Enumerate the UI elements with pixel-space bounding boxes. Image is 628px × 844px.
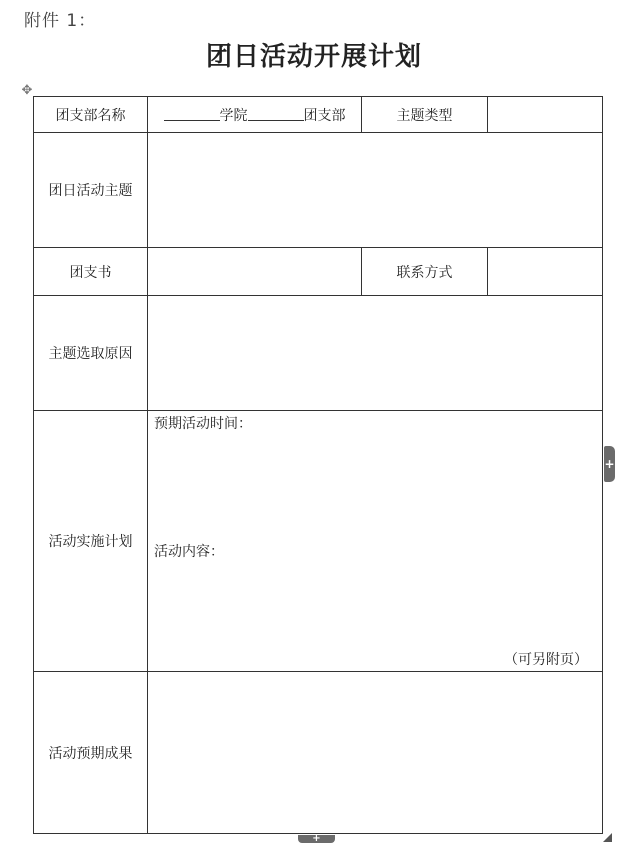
plus-icon: + <box>604 457 615 471</box>
branch-blank[interactable] <box>248 106 304 121</box>
table-row <box>34 411 603 672</box>
plan-label-cell <box>34 411 148 672</box>
reason-label-cell <box>34 296 148 411</box>
add-column-button[interactable] <box>604 446 615 482</box>
contact-label-cell <box>362 248 488 296</box>
theme-label-cell <box>34 133 148 248</box>
college-blank[interactable] <box>164 106 220 121</box>
table-row <box>34 133 603 248</box>
theme-type-label-cell <box>362 97 488 133</box>
secretary-field[interactable] <box>148 248 362 296</box>
reason-field[interactable] <box>148 296 603 411</box>
expected-time-label: 预期活动时间： <box>154 416 252 432</box>
branch-name-field[interactable] <box>148 97 362 133</box>
contact-field[interactable] <box>488 248 603 296</box>
table-row <box>34 296 603 411</box>
page-title: 团日活动开展计划 <box>205 42 422 72</box>
outcome-field[interactable] <box>148 672 603 834</box>
branch-name-label: 团支部名称 <box>55 107 126 124</box>
reason-label: 主题选取原因 <box>48 346 133 362</box>
table-row <box>34 248 603 296</box>
plan-field[interactable] <box>148 411 603 672</box>
branch-name-label-cell <box>34 97 148 133</box>
plus-icon: + <box>312 833 321 844</box>
content-label: 活动内容： <box>154 544 224 560</box>
extra-page-note: （可另附页） <box>504 652 588 668</box>
branch-suffix: 团支部 <box>303 107 346 124</box>
table-row <box>34 672 603 834</box>
plan-label: 活动实施计划 <box>48 534 133 550</box>
theme-field[interactable] <box>148 133 603 248</box>
theme-type-field[interactable] <box>488 97 603 133</box>
theme-type-label: 主题类型 <box>396 107 453 124</box>
secretary-label-cell <box>34 248 148 296</box>
secretary-label: 团支书 <box>69 264 112 281</box>
resize-icon[interactable] <box>603 833 612 842</box>
outcome-label-cell <box>34 672 148 834</box>
theme-label: 团日活动主题 <box>48 183 133 199</box>
outcome-label: 活动预期成果 <box>48 745 133 762</box>
add-row-button[interactable] <box>298 835 335 843</box>
attachment-label: 附件 1： <box>24 11 97 31</box>
plan-table <box>33 96 603 834</box>
college-suffix: 学院 <box>219 107 248 124</box>
contact-label: 联系方式 <box>396 264 453 281</box>
table-row <box>34 97 603 133</box>
move-icon[interactable]: ✥ <box>21 83 33 98</box>
